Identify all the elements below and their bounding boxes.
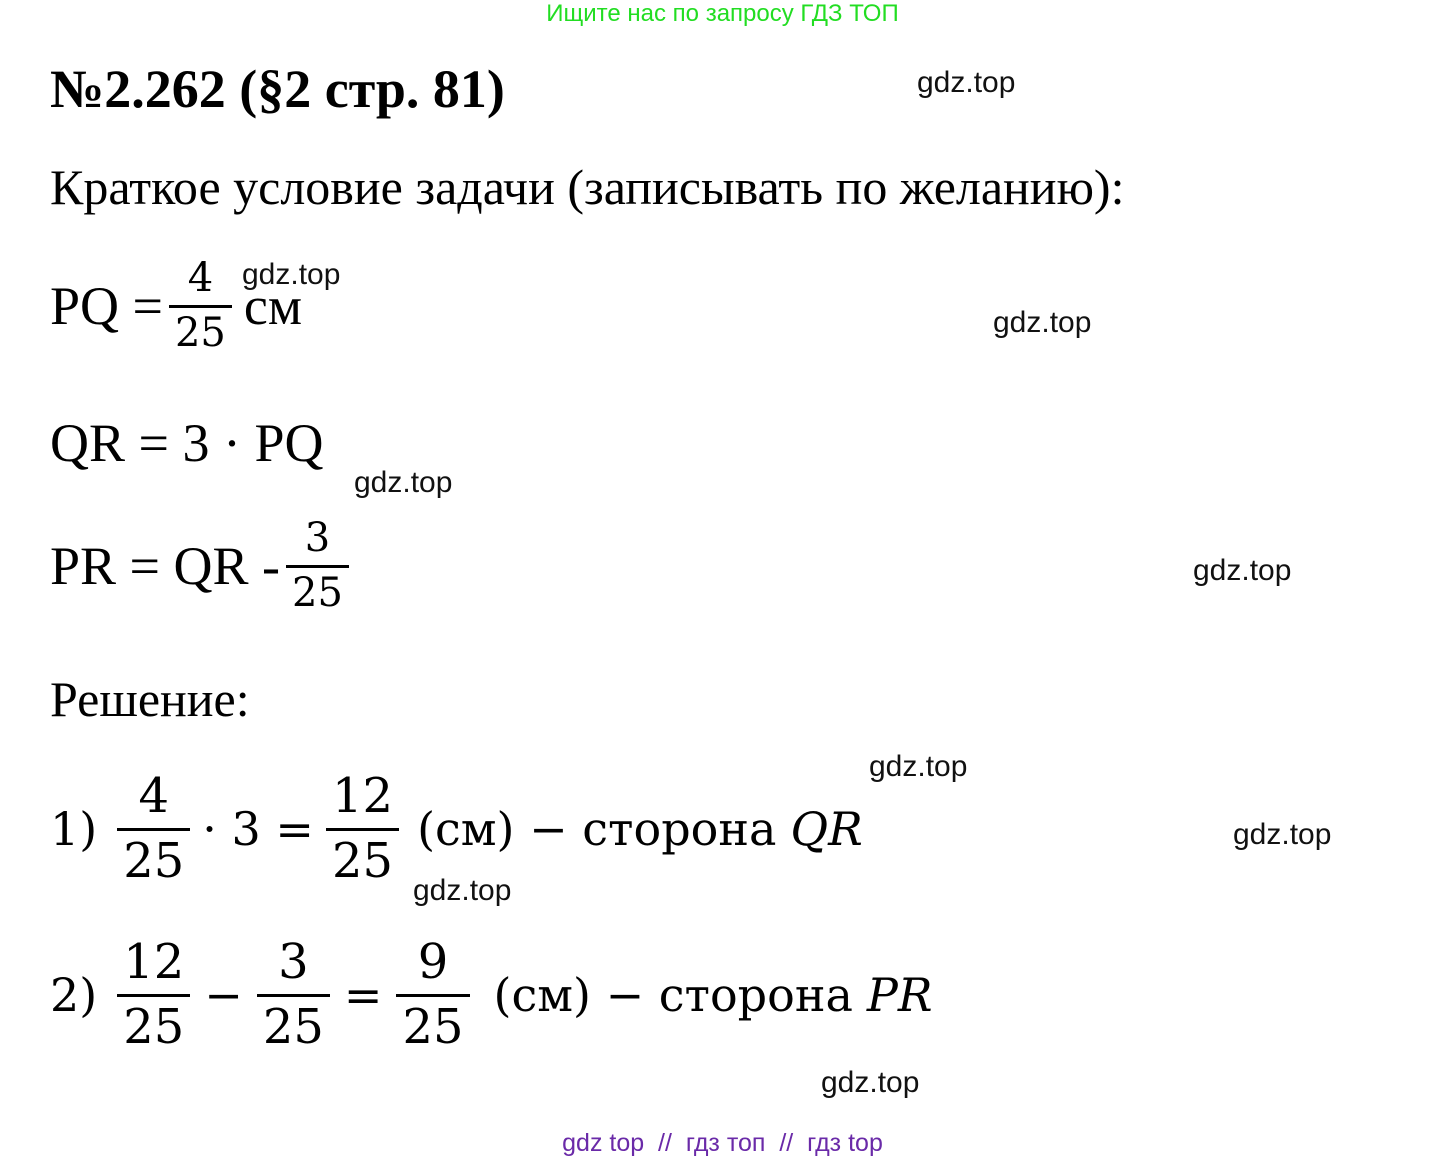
step-1-fraction-result <box>326 768 399 889</box>
step-2-label: 2) <box>50 967 98 1022</box>
watermark: gdz.top <box>993 306 1092 339</box>
pq-denominator: 25 <box>169 305 232 356</box>
step-2-a-denominator: 25 <box>117 994 190 1055</box>
footer-links: gdz top // гдз топ // гдз top <box>562 1129 883 1157</box>
pr-fraction <box>286 515 349 616</box>
pr-lhs: PR = QR - <box>50 535 281 596</box>
step-1-r-numerator: 12 <box>331 768 394 824</box>
step-1-a-denominator: 25 <box>117 828 190 889</box>
given-qr: QR = 3 · PQ <box>50 413 324 473</box>
step-1-unit: (см) − сторона <box>417 801 777 856</box>
step-2-fraction-a <box>117 934 190 1055</box>
watermark: gdz.top <box>242 258 341 291</box>
solution-step-1 <box>50 768 863 889</box>
step-2-side: PR <box>866 967 933 1022</box>
step-1-fraction-a <box>117 768 190 889</box>
step-1-r-denominator: 25 <box>326 828 399 889</box>
pq-fraction <box>169 255 232 356</box>
watermark: gdz.top <box>821 1066 920 1099</box>
step-2-r-denominator: 25 <box>396 994 469 1055</box>
pq-numerator: 4 <box>187 255 214 301</box>
step-2-fraction-result <box>396 934 469 1055</box>
step-2-a-numerator: 12 <box>123 934 185 990</box>
step-1-label: 1) <box>50 801 98 856</box>
step-1-operator: · 3 = <box>202 801 314 856</box>
step-1-side: QR <box>790 801 863 856</box>
watermark: gdz.top <box>354 466 453 499</box>
step-1-a-numerator: 4 <box>138 768 170 824</box>
condition-heading: Краткое условие задачи (записывать по желанию): <box>50 159 1125 215</box>
given-pr <box>50 515 355 616</box>
watermark: gdz.top <box>413 874 512 907</box>
step-2-b-numerator: 3 <box>278 934 309 990</box>
pq-lhs: PQ = <box>50 275 163 336</box>
step-2-equals: = <box>343 967 383 1022</box>
step-2-r-numerator: 9 <box>417 934 449 990</box>
search-banner: Ищите нас по запросу ГДЗ ТОП <box>546 0 899 27</box>
step-2-operator: − <box>204 967 243 1022</box>
solution-heading: Решение: <box>50 671 250 727</box>
solution-step-2 <box>50 934 933 1055</box>
step-2-unit: (см) − сторона <box>493 967 853 1022</box>
watermark: gdz.top <box>1233 818 1332 851</box>
pq-unit: см <box>243 275 303 336</box>
watermark: gdz.top <box>869 750 968 783</box>
step-2-fraction-b <box>257 934 330 1055</box>
step-2-b-denominator: 25 <box>257 994 330 1055</box>
watermark: gdz.top <box>917 66 1016 99</box>
page-title: №2.262 (§2 стр. 81) <box>50 59 505 119</box>
watermark: gdz.top <box>1193 554 1292 587</box>
pr-denominator: 25 <box>286 565 349 616</box>
pr-numerator: 3 <box>304 515 331 561</box>
